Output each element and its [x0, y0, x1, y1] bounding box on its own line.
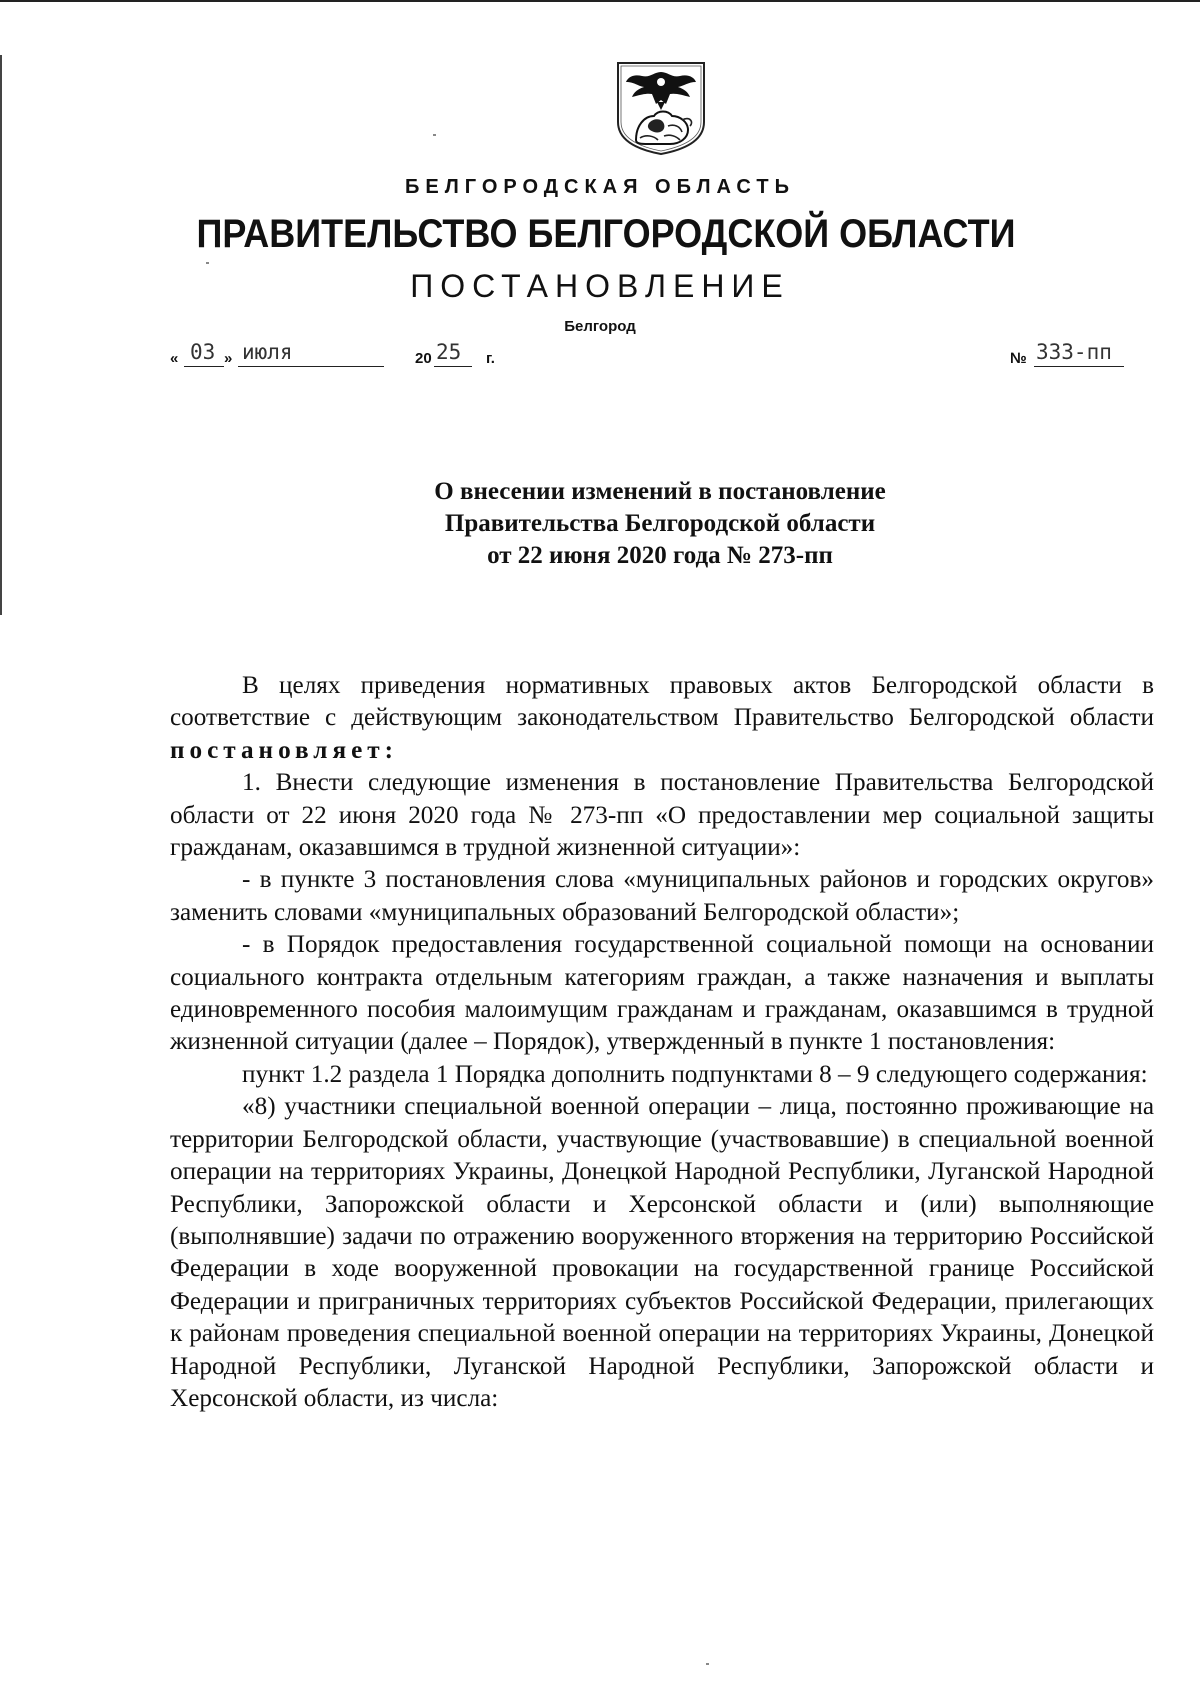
day-underline	[184, 366, 224, 367]
scan-dot	[706, 1663, 709, 1665]
coat-of-arms-icon	[614, 60, 708, 156]
preamble-paragraph	[170, 670, 1154, 767]
city-label: Белгород	[564, 318, 636, 335]
date-close-quote: »	[224, 350, 233, 367]
number-underline	[1034, 366, 1124, 367]
document-body	[170, 670, 1154, 1415]
date-open-quote: «	[170, 350, 179, 367]
item-1-dash-2: - в Порядок предоставления государственной социальной помощи на основании социального контракта отдельным категориям граждан, а также назначения и выплаты единовременного пособия малоимущим гражданам и гражданам, оказавшимся в трудной жизненной ситуации (далее – Порядок), утвержденный в пункте 1 постановления:	[170, 931, 1154, 1056]
title-line-3: от 22 июня 2020 года № 273-пп	[487, 542, 833, 569]
scan-dot	[433, 134, 436, 136]
title-line-2: Правительства Белгородской области	[444, 510, 876, 537]
month-underline	[238, 366, 384, 367]
item-1-paragraph: 1. Внести следующие изменения в постановление Правительства Белгородской области от 22 июня 2020 года № 273-пп «О предоставлении мер социальной защиты гражданам, оказавшимся в трудной жизненной ситуации»:	[170, 769, 1154, 862]
preamble-text: В целях приведения нормативных правовых актов Белгородской области в соответствие с действующим законодательством Правительство Белгородской области	[170, 672, 1154, 732]
top-border	[0, 0, 1200, 2]
date-year-prefix: 20	[415, 350, 432, 367]
decides-keyword: постановляет:	[170, 736, 399, 764]
date-month: июля	[242, 340, 293, 364]
date-day: 03	[190, 340, 216, 364]
item-1-dash-1: - в пункте 3 постановления слова «муниципальных районов и городских округов» заменить словами «муниципальных образований Белгородской области»;	[170, 866, 1154, 926]
document-title	[0, 476, 1200, 572]
date-year-suffix: 25	[436, 340, 462, 364]
year-underline	[434, 366, 472, 367]
government-heading: ПРАВИТЕЛЬСТВО БЕЛГОРОДСКОЙ ОБЛАСТИ	[196, 212, 1016, 256]
title-line-1: О внесении изменений в постановление	[434, 478, 886, 505]
date-year-unit: г.	[486, 350, 495, 367]
subitem-8-paragraph: «8) участники специальной военной операции – лица, постоянно проживающие на территории Белгородской области, участвующие (участвовавшие) в специальной военной операции на территориях Украины, Донецкой Народной Республики, Луганской Народной Республики, Запорожской области и Херсонской области и (или) выполняющие (выполнявшие) задачи по отражению вооруженного вторжения на территорию Российской Федерации в ходе вооруженной провокации на государственной границе Российской Федерации и приграничных территориях субъектов Российской Федерации, прилегающих к районам проведения специальной военной операции на территориях Украины, Донецкой Народной Республики, Луганской Народной Республики, Запорожской области и Херсонской области, из числа:	[170, 1093, 1154, 1412]
region-heading: БЕЛГОРОДСКАЯ ОБЛАСТЬ	[405, 176, 795, 198]
document-number: 333-пп	[1036, 340, 1112, 364]
item-1-2-paragraph: пункт 1.2 раздела 1 Порядка дополнить подпунктами 8 – 9 следующего содержания:	[242, 1060, 1148, 1088]
number-label: №	[1010, 350, 1027, 367]
scan-dot	[206, 262, 209, 264]
document-type-heading: ПОСТАНОВЛЕНИЕ	[410, 268, 790, 304]
